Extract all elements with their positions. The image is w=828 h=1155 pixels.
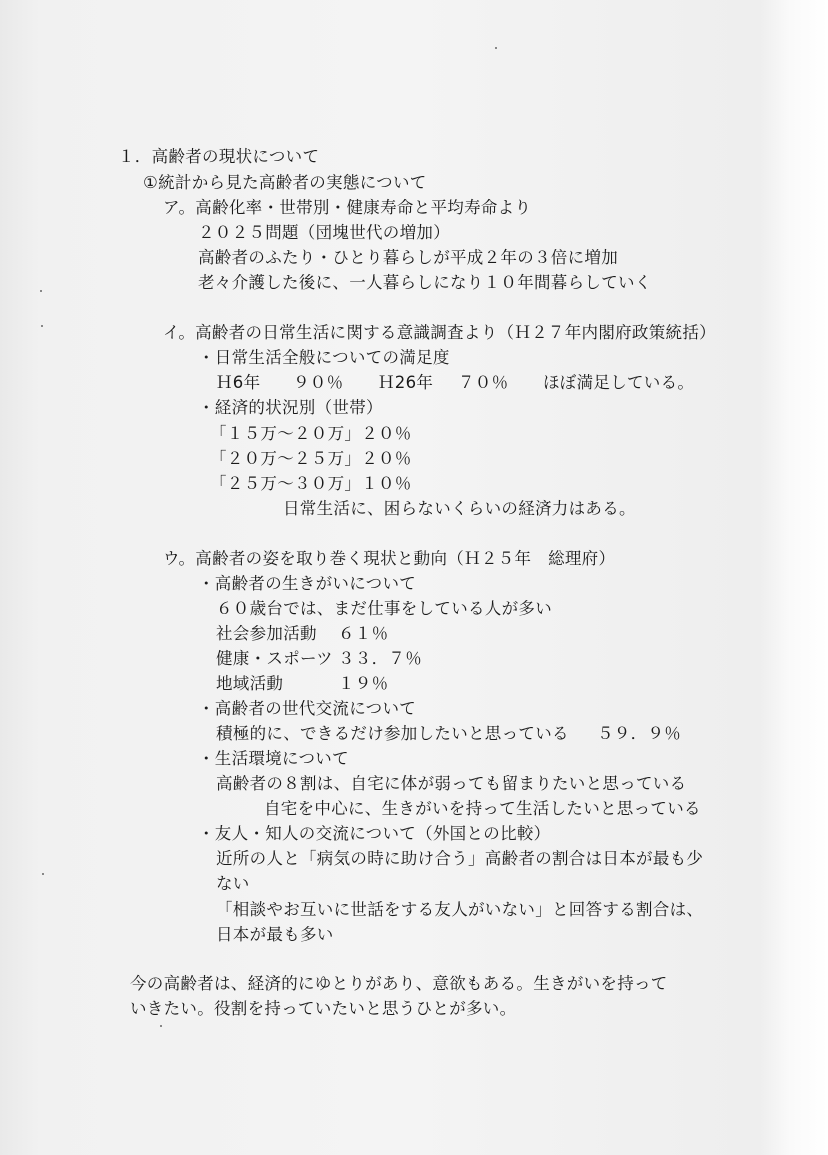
section-u-title: ウ。高齢者の姿を取り巻く現状と動向（Ｈ２５年 総理府） <box>163 549 616 568</box>
env-line: 自宅を中心に、生きがいを持って生活したいと思っている <box>264 799 701 818</box>
section-a-title: ア。高齢化率・世帯別・健康寿命と平均寿命より <box>163 198 532 217</box>
friend-line: 近所の人と「病気の時に助け合う」高齢者の割合は日本が最も少 <box>216 849 704 868</box>
satisfaction-h6-value: ９０％ <box>293 373 344 392</box>
scan-speck <box>41 325 43 327</box>
sub-heading: ①統計から見た高齢者の実態について <box>143 173 427 192</box>
section-u-bullet: ・友人・知人の交流について（外国との比較） <box>198 824 551 843</box>
satisfaction-h26-value: ７０％ <box>458 373 509 392</box>
summary-line: 今の高齢者は、経済的にゆとりがあり、意欲もある。生きがいを持って <box>130 974 668 993</box>
section-i-bullet: ・経済的状況別（世帯） <box>198 398 383 417</box>
activity-label: 地域活動 <box>216 674 284 693</box>
satisfaction-h6-label: Ｈ6年 <box>216 373 261 392</box>
satisfaction-note: ほぼ満足している。 <box>543 373 695 392</box>
section-u-bullet: ・高齢者の世代交流について <box>198 699 417 718</box>
satisfaction-h26-label: Ｈ26年 <box>378 373 434 392</box>
summary-line: いきたい。役割を持っていたいと思うひとが多い。 <box>130 999 517 1018</box>
exchange-value: ５９．９％ <box>597 724 681 743</box>
activity-value: １９％ <box>338 674 389 693</box>
section-i-bullet: ・日常生活全般についての満足度 <box>198 348 450 367</box>
activity-value: ６１％ <box>338 624 389 643</box>
income-conclusion: 日常生活に、困らないくらいの経済力はある。 <box>283 499 636 518</box>
scan-speck <box>160 1025 162 1027</box>
main-heading: １．高齢者の現状について <box>118 147 320 166</box>
section-i-title: イ。高齢者の日常生活に関する意識調査より（Ｈ２７年内閣府政策統括） <box>163 323 716 342</box>
exchange-text: 積極的に、できるだけ参加したいと思っている <box>216 724 569 743</box>
income-row: 「２０万～２５万」２０％ <box>210 449 412 468</box>
section-a-line: 老々介護した後に、一人暮らしになり１０年間暮らしていく <box>198 273 652 292</box>
friend-line: ない <box>216 874 250 893</box>
section-u-bullet: ・高齢者の生きがいについて <box>198 574 417 593</box>
scan-speck <box>40 290 42 292</box>
scan-speck <box>495 47 497 49</box>
income-row: 「１５万～２０万」２０％ <box>210 424 412 443</box>
friend-line: 「相談やお互いに世話をする友人がいない」と回答する割合は、 <box>216 900 704 919</box>
section-a-line: 高齢者のふたり・ひとり暮らしが平成２年の３倍に増加 <box>198 248 618 267</box>
activity-value: ３３．７％ <box>338 649 422 668</box>
friend-line: 日本が最も多い <box>216 925 334 944</box>
work-line: ６０歳台では、まだ仕事をしている人が多い <box>216 599 552 618</box>
income-row: 「２５万～３０万」１０％ <box>210 474 412 493</box>
section-a-line: ２０２５問題（団塊世代の増加） <box>198 223 450 242</box>
section-u-bullet: ・生活環境について <box>198 749 349 768</box>
activity-label: 健康・スポーツ <box>216 649 333 668</box>
activity-label: 社会参加活動 <box>216 624 317 643</box>
scan-speck <box>42 873 44 875</box>
env-line: 高齢者の８割は、自宅に体が弱っても留まりたいと思っている <box>216 774 687 793</box>
